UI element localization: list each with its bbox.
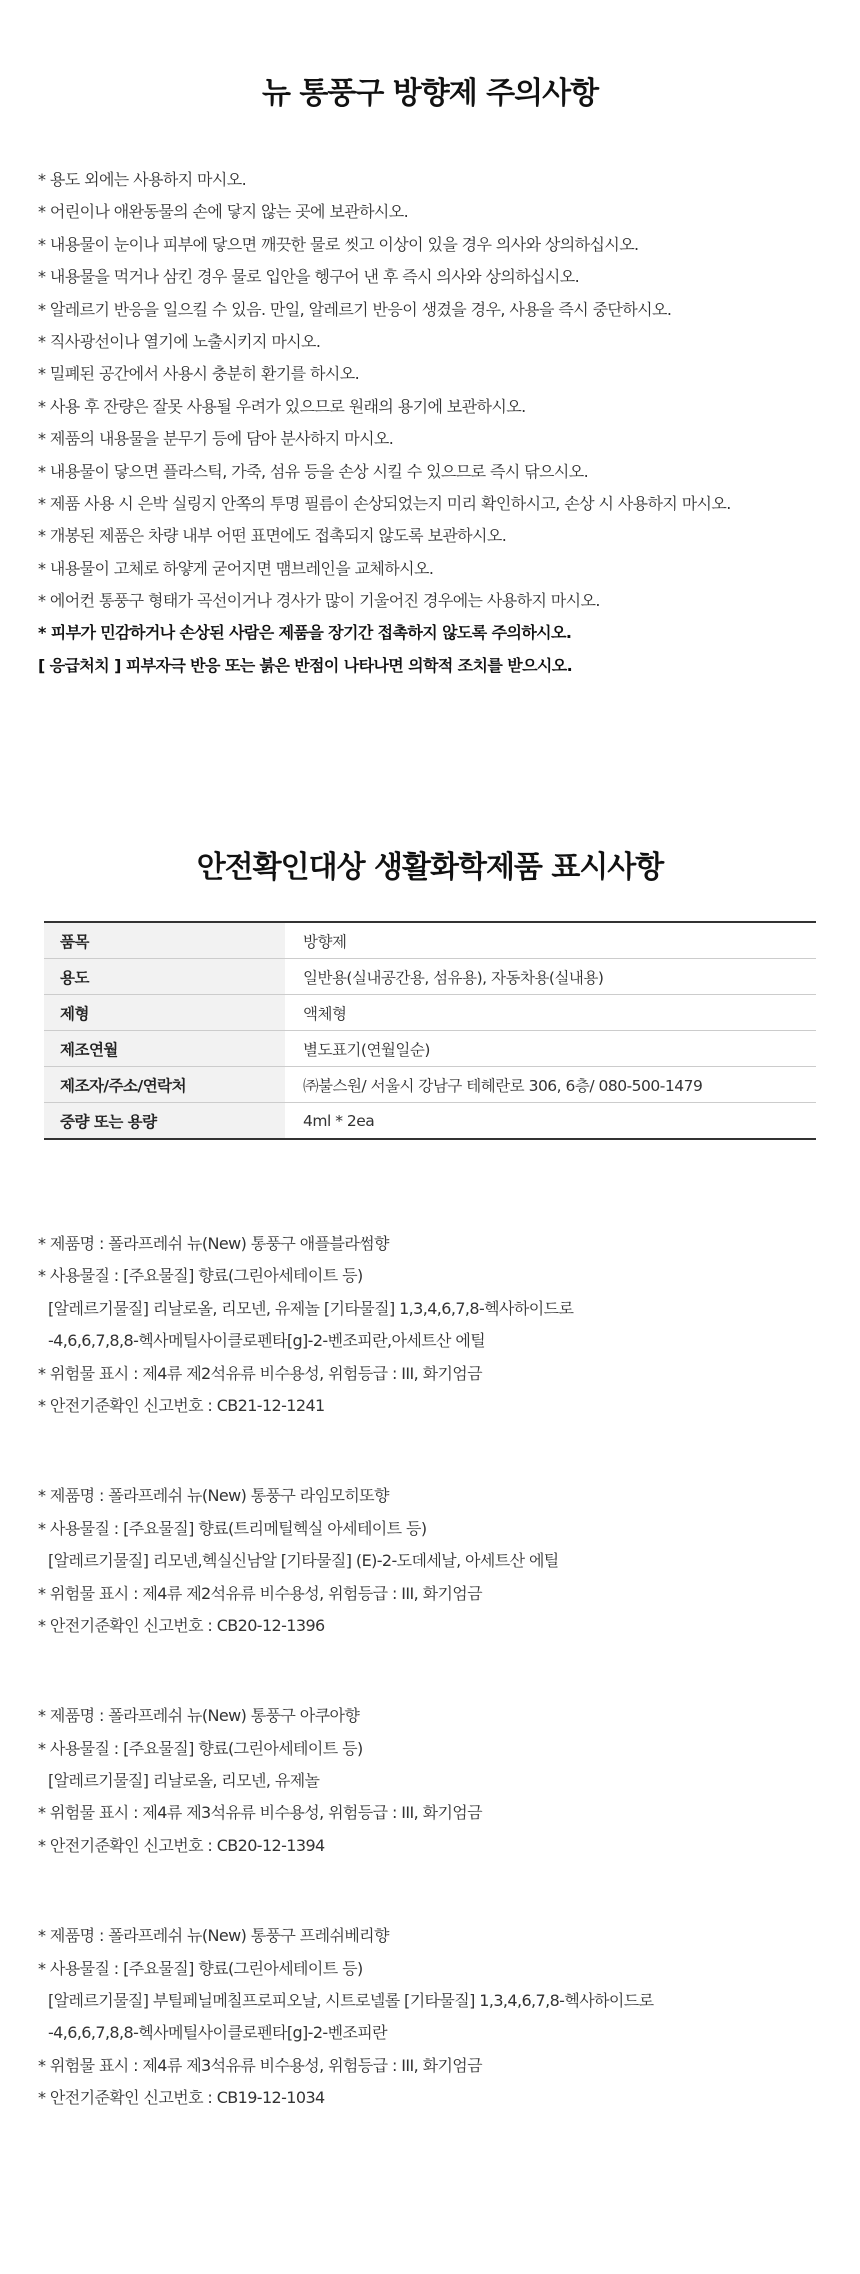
- caution-item: * 제품의 내용물을 분무기 등에 담아 분사하지 마시오.: [38, 429, 394, 449]
- caution-item: * 어린이나 애완동물의 손에 닿지 않는 곳에 보관하시오.: [38, 202, 409, 222]
- product-line: [알레르기물질] 리날로올, 리모넨, 유제놀 [기타물질] 1,3,4,6,7,8-헥사하이드로: [48, 1298, 574, 1318]
- row-value: 별도표기(연월일순): [285, 1031, 816, 1067]
- product-line: * 사용물질 : [주요물질] 향료(그린아세테이트 등): [38, 1958, 363, 1978]
- caution-list: [38, 164, 838, 682]
- product-line: * 위험물 표시 : 제4류 제3석유류 비수용성, 위험등급 : III, 화기엄금: [38, 2055, 483, 2075]
- row-key: 제조자/주소/연락처: [44, 1067, 285, 1103]
- product-line: * 안전기준확인 신고번호 : CB21-12-1241: [38, 1395, 325, 1415]
- table-row: [44, 1031, 816, 1067]
- caution-item: * 알레르기 반응을 일으킬 수 있음. 만일, 알레르기 반응이 생겼을 경우, 사용을 즉시 중단하시오.: [38, 299, 672, 319]
- product-line: [알레르기물질] 리모넨,헥실신남알 [기타물질] (E)-2-도데세날, 아세트산 에틸: [48, 1551, 559, 1571]
- table-row: [44, 1103, 816, 1140]
- caution-first-aid: [ 응급처치 ] 피부자극 반응 또는 붉은 반점이 나타나면 의학적 조치를 받으시오.: [38, 655, 573, 675]
- product-block-fresh-berry: [38, 1920, 838, 2114]
- product-line: * 사용물질 : [주요물질] 향료(그린아세테이트 등): [38, 1266, 363, 1286]
- product-line: * 사용물질 : [주요물질] 향료(트리메틸헥실 아세테이트 등): [38, 1518, 427, 1538]
- caution-item: * 제품 사용 시 은박 실링지 안쪽의 투명 필름이 손상되었는지 미리 확인하시고, 손상 시 사용하지 마시오.: [38, 493, 731, 513]
- caution-item: * 밀폐된 공간에서 사용시 충분히 환기를 하시오.: [38, 364, 360, 384]
- product-line: * 제품명 : 폴라프레쉬 뉴(New) 통풍구 라임모히또향: [38, 1486, 389, 1506]
- product-block-apple-blossom: [38, 1228, 838, 1422]
- product-line: * 제품명 : 폴라프레쉬 뉴(New) 통풍구 프레쉬베리향: [38, 1926, 389, 1946]
- caution-warning-skin: * 피부가 민감하거나 손상된 사람은 제품을 장기간 접촉하지 않도록 주의하시오.: [38, 623, 572, 643]
- row-value: ㈜불스원/ 서울시 강남구 테헤란로 306, 6층/ 080-500-1479: [285, 1067, 816, 1103]
- product-line: [알레르기물질] 부틸페닐메칠프로피오날, 시트로넬롤 [기타물질] 1,3,4,6,7,8-헥사하이드로: [48, 1991, 654, 2011]
- caution-item: * 내용물을 먹거나 삼킨 경우 물로 입안을 헹구어 낸 후 즉시 의사와 상의하십시오.: [38, 267, 580, 287]
- caution-title: 뉴 통풍구 방향제 주의사항: [261, 76, 599, 111]
- caution-item: * 에어컨 통풍구 형태가 곡선이거나 경사가 많이 기울어진 경우에는 사용하지 마시오.: [38, 591, 600, 611]
- product-line: * 안전기준확인 신고번호 : CB20-12-1394: [38, 1835, 325, 1855]
- product-line: * 위험물 표시 : 제4류 제3석유류 비수용성, 위험등급 : III, 화기엄금: [38, 1803, 483, 1823]
- product-info-table: [44, 921, 816, 1140]
- row-value: 방향제: [285, 922, 816, 959]
- caution-item: * 내용물이 눈이나 피부에 닿으면 깨끗한 물로 씻고 이상이 있을 경우 의사와 상의하십시오.: [38, 234, 639, 254]
- caution-item: * 내용물이 닿으면 플라스틱, 가죽, 섬유 등을 손상 시킬 수 있으므로 즉시 닦으시오.: [38, 461, 589, 481]
- caution-item: * 내용물이 고체로 하얗게 굳어지면 맴브레인을 교체하시오.: [38, 558, 434, 578]
- product-line: [알레르기물질] 리날로올, 리모넨, 유제놀: [48, 1771, 320, 1791]
- product-line: * 안전기준확인 신고번호 : CB19-12-1034: [38, 2088, 325, 2108]
- caution-item: * 직사광선이나 열기에 노출시키지 마시오.: [38, 331, 321, 351]
- caution-item: * 개봉된 제품은 차량 내부 어떤 표면에도 접촉되지 않도록 보관하시오.: [38, 526, 507, 546]
- product-details: [38, 1228, 838, 2173]
- table-row: [44, 995, 816, 1031]
- table-row: [44, 922, 816, 959]
- product-line: -4,6,6,7,8,8-헥사메틸사이클로펜타[g]-2-벤조피란: [48, 2023, 388, 2043]
- caution-item: * 용도 외에는 사용하지 마시오.: [38, 170, 247, 189]
- row-value: 4ml * 2ea: [303, 1111, 375, 1130]
- product-line: * 위험물 표시 : 제4류 제2석유류 비수용성, 위험등급 : III, 화기엄금: [38, 1583, 483, 1603]
- caution-item: * 사용 후 잔량은 잘못 사용될 우려가 있으므로 원래의 용기에 보관하시오.: [38, 396, 526, 416]
- product-block-lime-mojito: [38, 1480, 838, 1642]
- row-key: 품목: [44, 922, 285, 959]
- product-line: * 제품명 : 폴라프레쉬 뉴(New) 통풍구 애플블라썸향: [38, 1234, 389, 1253]
- row-value: 액체형: [285, 995, 816, 1031]
- table-row: [44, 1067, 816, 1103]
- table-row: [44, 959, 816, 995]
- row-key: 제형: [44, 995, 285, 1031]
- product-line: * 안전기준확인 신고번호 : CB20-12-1396: [38, 1615, 325, 1635]
- label-title: 안전확인대상 생활화학제품 표시사항: [196, 850, 664, 885]
- row-key: 제조연월: [44, 1031, 285, 1067]
- row-value: 일반용(실내공간용, 섬유용), 자동차용(실내용): [285, 959, 816, 995]
- row-key: 중량 또는 용량: [44, 1103, 285, 1140]
- product-block-aqua: [38, 1700, 838, 1862]
- product-line: * 사용물질 : [주요물질] 향료(그린아세테이트 등): [38, 1738, 363, 1758]
- row-key: 용도: [44, 959, 285, 995]
- product-line: * 제품명 : 폴라프레쉬 뉴(New) 통풍구 아쿠아향: [38, 1706, 360, 1726]
- product-line: -4,6,6,7,8,8-헥사메틸사이클로펜타[g]-2-벤조피란,아세트산 에틸: [48, 1331, 486, 1351]
- product-line: * 위험물 표시 : 제4류 제2석유류 비수용성, 위험등급 : III, 화기엄금: [38, 1363, 483, 1383]
